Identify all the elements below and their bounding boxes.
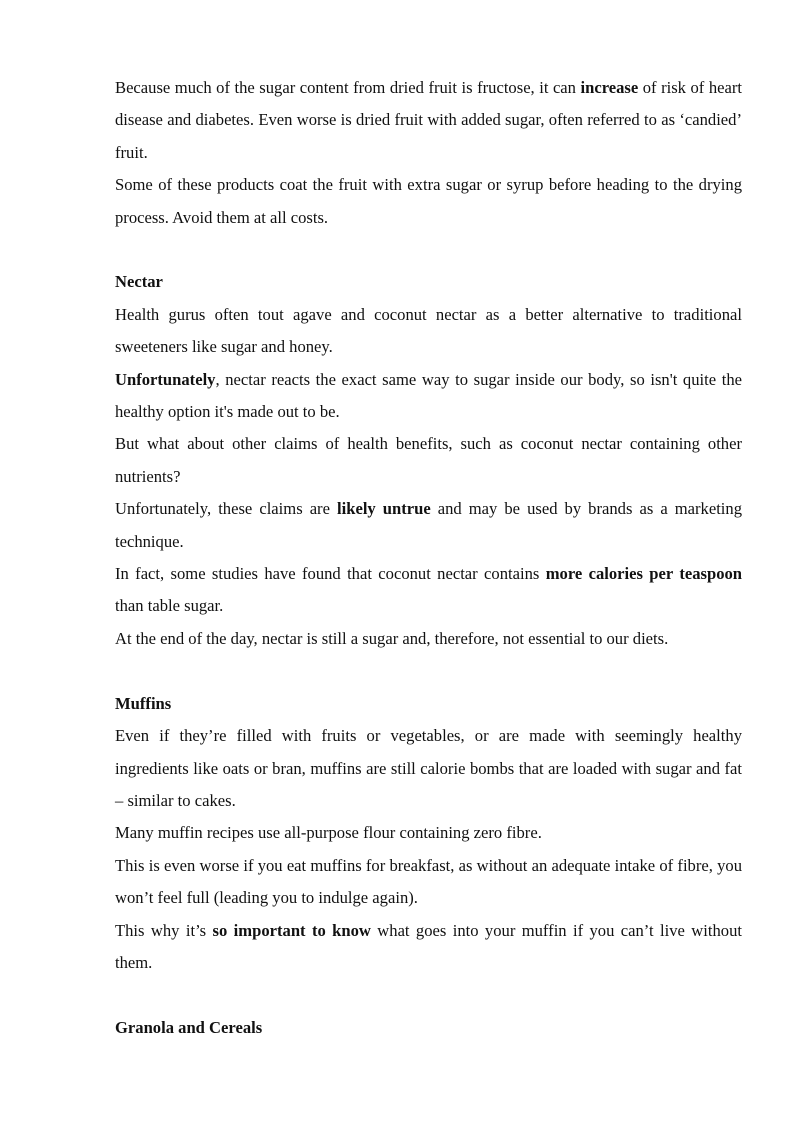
nectar-paragraph-4 bbox=[115, 493, 742, 558]
paragraph-gap bbox=[115, 655, 742, 687]
muffins-paragraph-2: Many muffin recipes use all-purpose flour containing zero fibre. bbox=[115, 823, 542, 843]
muffins-paragraph-1: Even if they’re filled with fruits or vegetables, or are made with seemingly healthy ingredients like oats or bran, muffins are still calorie bombs that are loaded with sugar and fat – similar to cakes. bbox=[115, 726, 742, 810]
nectar-paragraph-3: But what about other claims of health benefits, such as coconut nectar containing other nutrients? bbox=[115, 434, 742, 486]
muffins-paragraph-4 bbox=[115, 915, 742, 980]
bold-phrase: Unfortunately bbox=[115, 369, 216, 389]
text-run: and may be used by brands as a marketing technique. bbox=[115, 499, 743, 551]
nectar-paragraph-6: At the end of the day, nectar is still a sugar and, therefore, not essential to our diets. bbox=[115, 628, 669, 648]
bold-phrase: increase bbox=[580, 78, 639, 97]
text-run: , nectar reacts the exact same way to sugar inside our body, so isn't quite the healthy option it's made out to be. bbox=[115, 369, 742, 422]
nectar-paragraph-5 bbox=[115, 558, 742, 623]
muffins-paragraph-3: This is even worse if you eat muffins for breakfast, as without an adequate intake of fibre, you won’t feel full (leading you to indulge again). bbox=[115, 855, 742, 908]
bold-phrase: more calories per teaspoon bbox=[545, 564, 743, 584]
nectar-paragraph-2 bbox=[115, 364, 742, 429]
dried-fruit-paragraph-1 bbox=[115, 72, 742, 169]
bold-phrase: likely untrue bbox=[337, 499, 431, 519]
text-run: of risk of heart disease and diabetes. Even worse is dried fruit with added sugar, often referred to as ‘candied’ fruit. bbox=[115, 78, 742, 162]
dried-fruit-paragraph-2: Some of these products coat the fruit with extra sugar or syrup before heading to the drying process. Avoid them at all costs. bbox=[115, 175, 742, 227]
text-run: In fact, some studies have found that coconut nectar contains bbox=[115, 564, 546, 584]
text-run: what goes into your muffin if you can’t live without them. bbox=[115, 920, 742, 972]
paragraph-gap bbox=[115, 979, 742, 1011]
paragraph-gap bbox=[115, 234, 742, 266]
section-heading-muffins: Muffins bbox=[115, 693, 172, 713]
text-run: Because much of the sugar content from dried fruit is fructose, it can bbox=[115, 78, 581, 97]
text-run: than table sugar. bbox=[115, 596, 224, 616]
section-heading-nectar: Nectar bbox=[115, 272, 163, 292]
nectar-paragraph-1: Health gurus often tout agave and coconut nectar as a better alternative to traditional sweeteners like sugar and honey. bbox=[115, 304, 742, 357]
document-page bbox=[115, 72, 742, 1044]
section-heading-granola: Granola and Cereals bbox=[115, 1017, 263, 1037]
text-run: Unfortunately, these claims are bbox=[115, 499, 337, 519]
bold-phrase: so important to know bbox=[212, 920, 371, 940]
text-run: This why it’s bbox=[115, 920, 213, 940]
